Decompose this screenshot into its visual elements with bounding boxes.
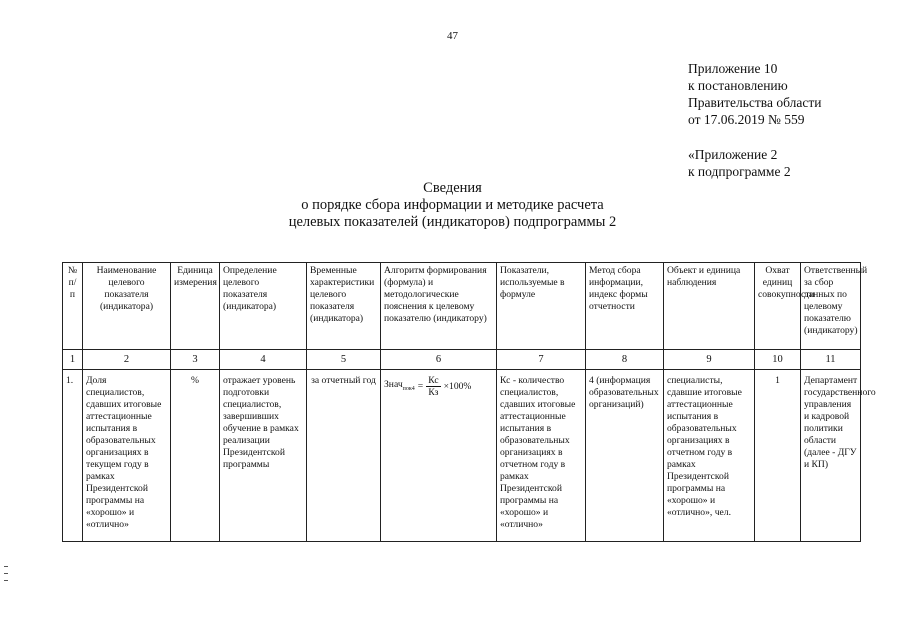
column-number: 4 (220, 350, 307, 370)
column-number: 6 (381, 350, 497, 370)
appendix-block (688, 60, 821, 128)
margin-mark (4, 580, 8, 581)
subprogram-appendix-block (688, 146, 791, 180)
time-cell: за отчетный год (307, 370, 381, 542)
responsible-cell: Департамент государственного управления и кадровой политики области (далее - ДГУ и КП) (801, 370, 861, 542)
formula-lhs-text: Знач (384, 378, 403, 390)
column-number: 5 (307, 350, 381, 370)
indicators-table (62, 262, 876, 542)
header-cell: Охват единиц совокупности (755, 263, 801, 350)
formula (384, 375, 493, 398)
header-cell: № п/ п (63, 263, 83, 350)
formula-fraction (426, 375, 440, 398)
formula-multiplier: ×100% (443, 380, 472, 392)
table-row (63, 370, 861, 542)
column-number: 2 (83, 350, 171, 370)
definition-cell: отражает уровень подготовки специалистов, завершивших обучение в рамках реализации Президентской программы (220, 370, 307, 542)
formula-lhs (384, 379, 415, 395)
header-cell: Наименование целевого показателя (индикатора) (83, 263, 171, 350)
appendix-line: Приложение 10 (688, 61, 778, 76)
column-number-row (63, 350, 861, 370)
table-header-row (63, 263, 861, 350)
unit-cell: % (171, 370, 220, 542)
document-title (0, 180, 905, 231)
header-cell: Временные характеристики целевого показателя (индикатора) (307, 263, 381, 350)
title-line: целевых показателей (индикаторов) подпрограммы 2 (288, 214, 617, 230)
header-cell: Определение целевого показателя (индикатора) (220, 263, 307, 350)
header-cell: Метод сбора информации, индекс формы отчетности (586, 263, 664, 350)
column-number: 3 (171, 350, 220, 370)
appendix-line: Правительства области (688, 95, 822, 110)
formula-equals: = (417, 380, 424, 392)
indicator-name-cell: Доля специалистов, сдавших итоговые аттестационные испытания в образовательных организациях в текущем году в рамках Президентской программы на «хорошо» и «отлично» (83, 370, 171, 542)
column-number: 1 (63, 350, 83, 370)
appendix-line: к постановлению (688, 78, 788, 93)
title-line: Сведения (423, 180, 482, 196)
column-number: 9 (664, 350, 755, 370)
column-number: 8 (586, 350, 664, 370)
title-line: о порядке сбора информации и методике расчета (301, 197, 604, 213)
margin-mark (4, 566, 8, 567)
appendix-line: к подпрограмме 2 (688, 164, 791, 179)
page-number: 47 (447, 30, 458, 42)
row-number: 1. (63, 370, 83, 542)
formula-cell (381, 370, 497, 542)
formula-denominator: Кз (428, 387, 439, 398)
appendix-line: «Приложение 2 (688, 147, 778, 162)
appendix-date-line: от 17.06.2019 № 559 (688, 112, 805, 127)
indicators-cell: Кс - количество специалистов, сдавших итоговые аттестационные испытания в образовательных организациях в отчетном году в рамках Президентской программы на «хорошо» и «отлично» (497, 370, 586, 542)
margin-mark (4, 573, 8, 574)
object-cell: специалисты, сдавшие итоговые аттестационные испытания в образовательных организациях в отчетном году в рамках Президентской программы на «хорошо» и «отлично», чел. (664, 370, 755, 542)
formula-lhs-sub: пок4 (402, 385, 415, 392)
column-number: 10 (755, 350, 801, 370)
column-number: 7 (497, 350, 586, 370)
header-cell: Ответственный за сбор данных по целевому показателю (индикатору) (801, 263, 861, 350)
header-cell: Алгоритм формирования (формула) и методологические пояснения к целевому показателю (индикатору) (381, 263, 497, 350)
header-cell: Объект и единица наблюдения (664, 263, 755, 350)
header-cell: Единица измерения (171, 263, 220, 350)
method-cell: 4 (информация образовательных организаций) (586, 370, 664, 542)
coverage-cell: 1 (755, 370, 801, 542)
formula-numerator: Кс (428, 375, 439, 386)
header-cell: Показатели, используемые в формуле (497, 263, 586, 350)
column-number: 11 (801, 350, 861, 370)
